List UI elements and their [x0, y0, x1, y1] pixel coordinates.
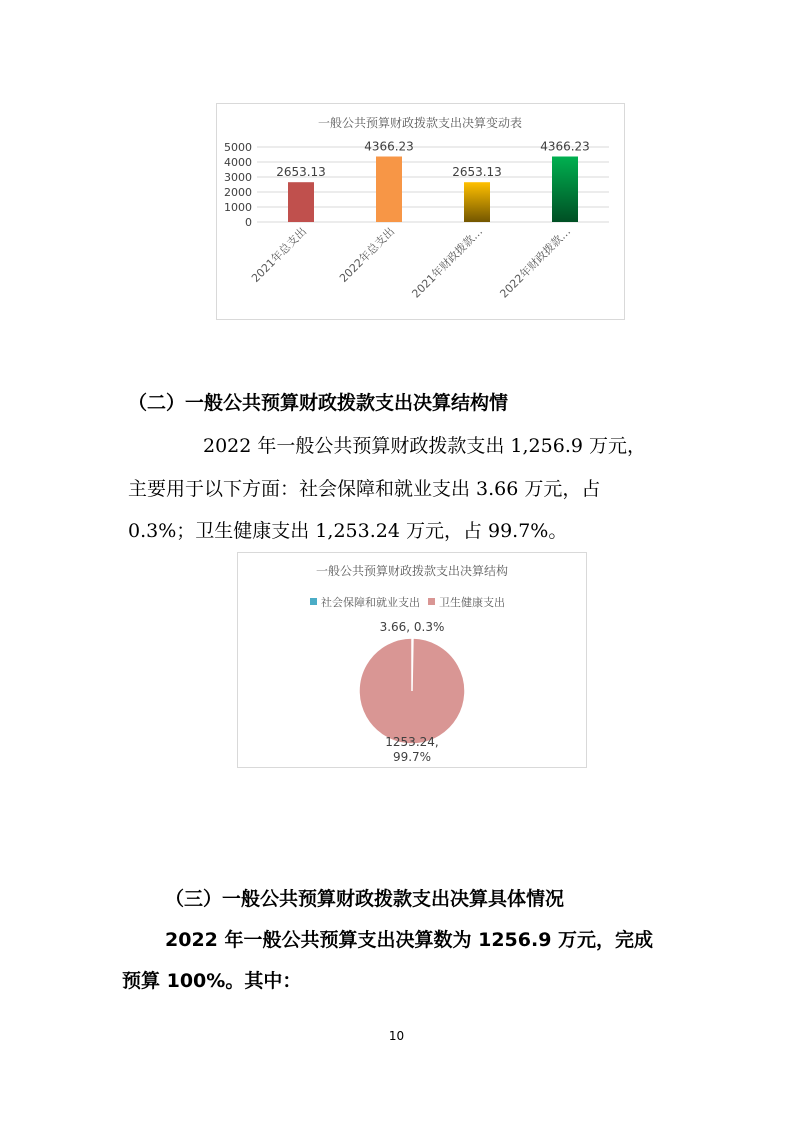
- section-3-heading: （三）一般公共预算财政拨款支出决算具体情况: [165, 888, 565, 910]
- section-3-line-1: 2022 年一般公共预算支出决算数为 1256.9 万元，完成: [165, 929, 654, 951]
- bar: [552, 157, 578, 222]
- pie-slice: [359, 638, 465, 744]
- legend-label: 卫生健康支出: [439, 596, 505, 609]
- pie-data-label: 3.66, 0.3%: [379, 620, 445, 634]
- bar-chart-svg: [217, 104, 624, 319]
- y-tick-label: 1000: [224, 201, 252, 214]
- x-category-label: 2021年总支出: [249, 224, 310, 286]
- y-tick-label: 5000: [224, 141, 252, 154]
- y-tick-label: 0: [245, 216, 252, 229]
- section-2-line-3: 0.3%；卫生健康支出 1,253.24 万元，占 99.7%。: [128, 520, 568, 542]
- section-3-line-2: 预算 100%。其中：: [122, 970, 302, 992]
- bar-data-label: 2653.13: [276, 165, 326, 180]
- bar: [376, 157, 402, 222]
- pie-data-label: 99.7%: [392, 750, 432, 764]
- bar: [288, 182, 314, 222]
- x-category-label: 2021年财政拨款…: [409, 224, 486, 301]
- page-number: 10: [388, 1029, 405, 1043]
- bar-data-label: 4366.23: [540, 139, 590, 154]
- pie-legend: [310, 595, 505, 609]
- x-category-label: 2022年财政拨款…: [497, 224, 574, 301]
- pie-chart: [237, 552, 587, 768]
- x-category-label: 2022年总支出: [337, 224, 398, 286]
- legend-swatch: [428, 598, 435, 605]
- y-tick-label: 4000: [224, 156, 252, 169]
- pie-data-label: 1253.24,: [385, 735, 439, 749]
- legend-swatch: [310, 598, 317, 605]
- section-2-line-1: 2022 年一般公共预算财政拨款支出 1,256.9 万元，: [203, 435, 646, 457]
- bar: [464, 182, 490, 222]
- bar-data-label: 2653.13: [452, 165, 502, 180]
- legend-label: 社会保障和就业支出: [321, 596, 420, 609]
- pie-chart-title: 一般公共预算财政拨款支出决算结构: [315, 564, 509, 578]
- section-2-heading: （二）一般公共预算财政拨款支出决算结构情: [128, 392, 509, 414]
- y-tick-label: 3000: [224, 171, 252, 184]
- section-2-line-2: 主要用于以下方面：社会保障和就业支出 3.66 万元，占: [128, 478, 601, 500]
- bar-chart: [216, 103, 625, 320]
- y-tick-label: 2000: [224, 186, 252, 199]
- bar-data-label: 4366.23: [364, 139, 414, 154]
- bar-chart-title: 一般公共预算财政拨款支出决算变动表: [317, 116, 523, 130]
- pie-chart-svg: [238, 553, 586, 767]
